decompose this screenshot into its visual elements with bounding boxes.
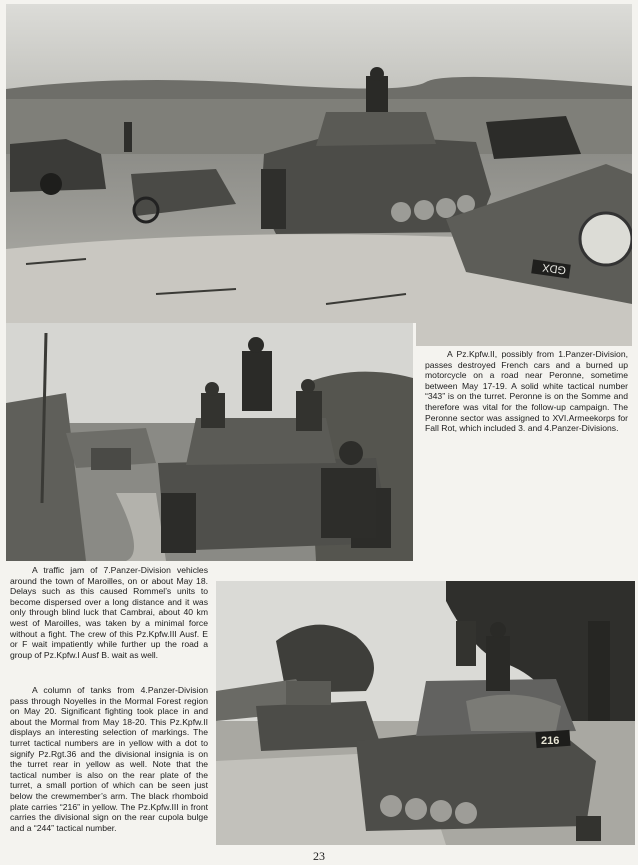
caption-tank-column-noyelles: A column of tanks from 4.Panzer-Division pass through Noyelles in the Mormal Forest region on May 20. Significant fighting took place in and about the Mormal from May 18-20. This Pz.Kpfw.II displays an interesting selection of markings. The turret tactical numbers are in yellow with a dot to signify Pz.Rgt.36 and the divisional insignia is on the turret rear in yellow as well. Note that the tactical number is also on the rear plate of the turret, a small portion of which can be seen just below the crewmember’s arm. The black rhomboid plate carries “216” in yellow. The Pz.Kpfw.III in front carries the divisional sign on the rear cupola bulge and a “244” tactical number. xyxy=(10,685,208,833)
photo-top-image xyxy=(6,4,632,346)
plate-text: GDX xyxy=(541,260,567,277)
photo-traffic-jam-maroilles xyxy=(6,323,416,564)
hull-number: 216 xyxy=(541,735,560,747)
caption-traffic-jam-maroilles: A traffic jam of 7.Panzer-Division vehicles around the town of Maroilles, on or about May 18. Delays such as this caused Rommel’s units to become dispersed over a long distance and it was only through blind luck that Cambrai, about 40 km west of Maroilles, was taken by a minimal force without a fight. The crew of this Pz.Kpfw.III Ausf. E or F wait impatiently while further up the road a group of Pz.Kpfw.I Ausf B. wait as well. xyxy=(10,565,208,660)
photo-bottom-image xyxy=(216,581,635,845)
caption-panzer-ii-peronne: A Pz.Kpfw.II, possibly from 1.Panzer-Division, passes destroyed French cars and a burned up motorcycle on a road near Peronne, sometime between May 17-19. A solid white tactical number “343” is on the turret. Peronne is on the Somme and therefore was vital for the follow-up campaign. The Peronne sector was assigned to XVI.Armeekorps for Fall Rot, which included 3. and 4.Panzer-Divisions. xyxy=(425,349,628,434)
photo-mid-image xyxy=(6,323,413,561)
photo-tank-column-noyelles xyxy=(213,578,635,845)
photo-panzer-ii-peronne xyxy=(6,4,632,346)
page-number: 23 xyxy=(313,849,325,863)
